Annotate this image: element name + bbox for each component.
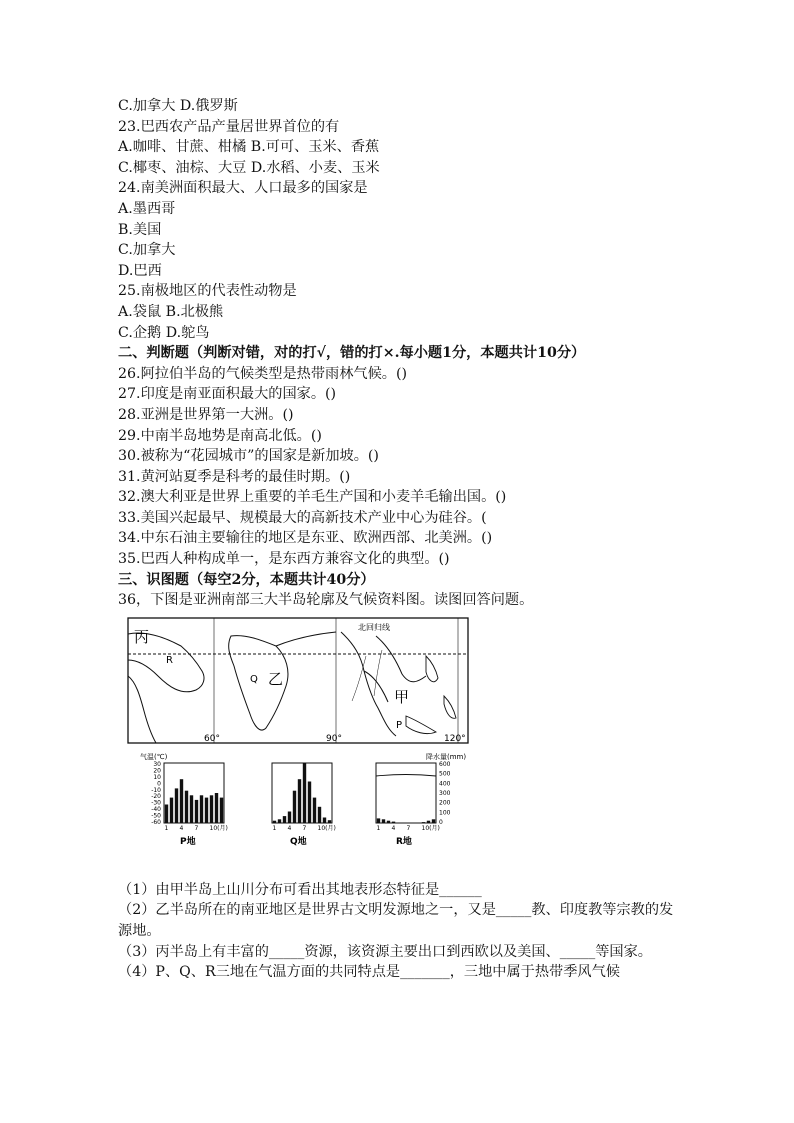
chart-p-bar-5 [185, 791, 188, 823]
chart-r-xtick: 10(月) [421, 824, 440, 832]
chart-p-ytick: 20 [153, 767, 161, 775]
chart-p-xtick: 1 [164, 824, 169, 832]
question-25: 25.南极地区的代表性动物是 [118, 283, 297, 300]
chart-q-xtick: 10(月) [317, 824, 336, 832]
question-24: 24.南美洲面积最大、人口最多的国家是 [118, 180, 368, 197]
chart-r-ytick: 500 [439, 770, 451, 778]
map-label-lon60: 60° [204, 733, 220, 744]
option-line: A.咖啡、甘蔗、柑橘 B.可可、玉米、香蕉 [118, 139, 380, 156]
section-2-title: 二、判断题（判断对错，对的打√，错的打×.每小题1分，本题共计10分） [118, 345, 586, 362]
chart-p-bar-4 [180, 779, 183, 823]
chart-q-bar-8 [308, 781, 311, 823]
map-label-lon90: 90° [326, 733, 342, 744]
chart-r [376, 761, 451, 847]
chart-r-xtick: 4 [391, 824, 396, 832]
section-3-title: 三、识图题（每空2分，本题共计40分） [118, 571, 375, 588]
chart-r-title: R地 [396, 836, 412, 847]
chart-p-ytick: 30 [153, 760, 161, 768]
chart-q-xtick: 1 [272, 824, 277, 832]
chart-q-bar-11 [323, 817, 326, 823]
p-ylabel: 气温(℃) [140, 752, 168, 761]
climate-charts [140, 752, 466, 847]
chart-p-ytick: 10 [153, 773, 161, 781]
sub-question-3: （3）丙半岛上有丰富的_____资源，该资源主要出口到西欧以及美国、_____等国家。 [118, 943, 652, 960]
peninsula-climate-figure [126, 616, 678, 866]
question-block [118, 880, 678, 983]
chart-p-bar-11 [215, 793, 218, 823]
question-23: 23.巴西农产品产量居世界首位的有 [118, 118, 340, 135]
chart-q-bar-10 [318, 807, 321, 823]
chart-q-bar-3 [283, 816, 286, 823]
map-label-R: R [166, 654, 173, 666]
chart-r-ytick: 300 [439, 789, 451, 797]
chart-q-bar-1 [273, 821, 276, 823]
chart-r-bar-12 [432, 819, 435, 823]
chart-p-bar-7 [195, 800, 198, 823]
option-line: C.企鹅 D.鸵鸟 [118, 324, 210, 341]
sub-question-4: （4）P、Q、R三地在气温方面的共同特点是_______，三地中属于热带季风气候 [118, 964, 620, 981]
chart-p-ytick: -10 [151, 786, 161, 794]
map-label-Q: Q [250, 673, 258, 685]
chart-p-ytick: -40 [151, 805, 161, 813]
judge-item: 28.亚洲是世界第一大洲。() [118, 406, 294, 423]
chart-p-xtick: 4 [179, 824, 184, 832]
chart-p-xtick: 7 [194, 824, 199, 832]
judge-item: 34.中东石油主要输往的地区是东亚、欧洲西部、北美洲。() [118, 530, 493, 547]
text-line: C.加拿大 D.俄罗斯 [118, 98, 238, 114]
judge-item: 35.巴西人种构成单一，是东西方兼容文化的典型。() [118, 551, 450, 568]
map-label-lon120: 120° [444, 733, 466, 744]
option-line: A.墨西哥 [118, 200, 176, 217]
figure-svg [126, 616, 471, 866]
judge-item: 29.中南半岛地势是南高北低。() [118, 427, 322, 444]
chart-q-bar-6 [298, 779, 301, 823]
option-line: B.美国 [118, 221, 162, 238]
map-frame [128, 618, 468, 743]
chart-r-xtick: 1 [376, 824, 381, 832]
map-label-P: P [396, 719, 403, 731]
question-36-stem: 36，下图是亚洲南部三大半岛轮廓及气候资料图。读图回答问题。 [118, 592, 534, 609]
chart-p-bar-9 [205, 797, 208, 822]
chart-r-bar-4 [392, 821, 395, 822]
map-label-yi: 乙 [268, 669, 284, 688]
sub-question-1: （1）由甲半岛上山川分布可看出其地表形态特征是______ [118, 881, 482, 898]
judge-item: 30.被称为“花园城市”的国家是新加坡。() [118, 448, 379, 465]
chart-p-bar-10 [210, 795, 213, 823]
chart-p-bar-3 [175, 788, 178, 823]
chart-q-bar-4 [288, 811, 291, 823]
judge-item: 33.美国兴起最早、规模最大的高新技术产业中心为硅谷。( [118, 509, 487, 526]
sub-question-2: （2）乙半岛所在的南亚地区是世界古文明发源地之一，又是_____教、印度教等宗教的发源地。 [118, 902, 674, 940]
map-label-jia: 甲 [394, 687, 410, 706]
option-line: C.加拿大 [118, 242, 176, 259]
chart-p-ytick: -30 [151, 799, 161, 807]
chart-p-xtick: 10(月) [209, 824, 228, 832]
chart-q-bar-12 [328, 820, 331, 823]
chart-r-bar-11 [427, 821, 430, 823]
chart-r-ytick: 600 [439, 760, 451, 768]
chart-q-bar-2 [278, 819, 281, 823]
chart-p-bar-1 [165, 804, 168, 823]
judge-item: 31.黄河站夏季是科考的最佳时期。() [118, 468, 351, 485]
chart-p-bar-6 [190, 795, 193, 823]
map-label-tropic: 北回归线 [358, 622, 390, 632]
chart-r-bar-10 [422, 822, 425, 823]
chart-r-ytick: 100 [439, 809, 451, 817]
chart-r-bar-3 [387, 821, 390, 823]
chart-q-bar-5 [293, 791, 296, 823]
map-label-bing: 丙 [134, 627, 150, 646]
option-line: C.椰枣、油棕、大豆 D.水稻、小麦、玉米 [118, 159, 380, 176]
chart-p-title: P地 [180, 836, 196, 847]
chart-p-bar-2 [170, 797, 173, 822]
chart-q-title: Q地 [290, 836, 307, 847]
chart-r-ytick: 400 [439, 780, 451, 788]
option-line: A.袋鼠 B.北极熊 [118, 303, 224, 320]
chart-r-xtick: 7 [406, 824, 411, 832]
chart-q-bar-9 [313, 797, 316, 822]
r-ylabel: 降水量(mm) [426, 752, 467, 761]
chart-q-xtick: 4 [287, 824, 292, 832]
chart-p [151, 761, 228, 847]
option-line: D.巴西 [118, 262, 162, 279]
chart-p-ytick: 0 [157, 780, 161, 788]
chart-q-xtick: 7 [302, 824, 307, 832]
chart-r-ytick: 200 [439, 799, 451, 807]
chart-p-bar-12 [220, 797, 223, 822]
chart-r-bar-1 [377, 818, 380, 823]
chart-p-bar-8 [200, 795, 203, 823]
judge-item: 32.澳大利亚是世界上重要的羊毛生产国和小麦羊毛输出国。() [118, 489, 507, 506]
map [128, 618, 468, 744]
judge-item: 27.印度是南亚面积最大的国家。() [118, 386, 337, 403]
chart-r-bar-5 [397, 822, 400, 823]
chart-r-bar-2 [382, 819, 385, 823]
chart-p-ytick: -60 [151, 818, 161, 826]
chart-q [272, 763, 336, 847]
chart-p-ytick: -50 [151, 812, 161, 820]
chart-q-bar-7 [303, 763, 306, 823]
chart-p-ytick: -20 [151, 793, 161, 801]
judge-item: 26.阿拉伯半岛的气候类型是热带雨林气候。() [118, 365, 408, 382]
chart-r-ytick: 0 [439, 818, 443, 826]
exam-page [118, 96, 678, 983]
